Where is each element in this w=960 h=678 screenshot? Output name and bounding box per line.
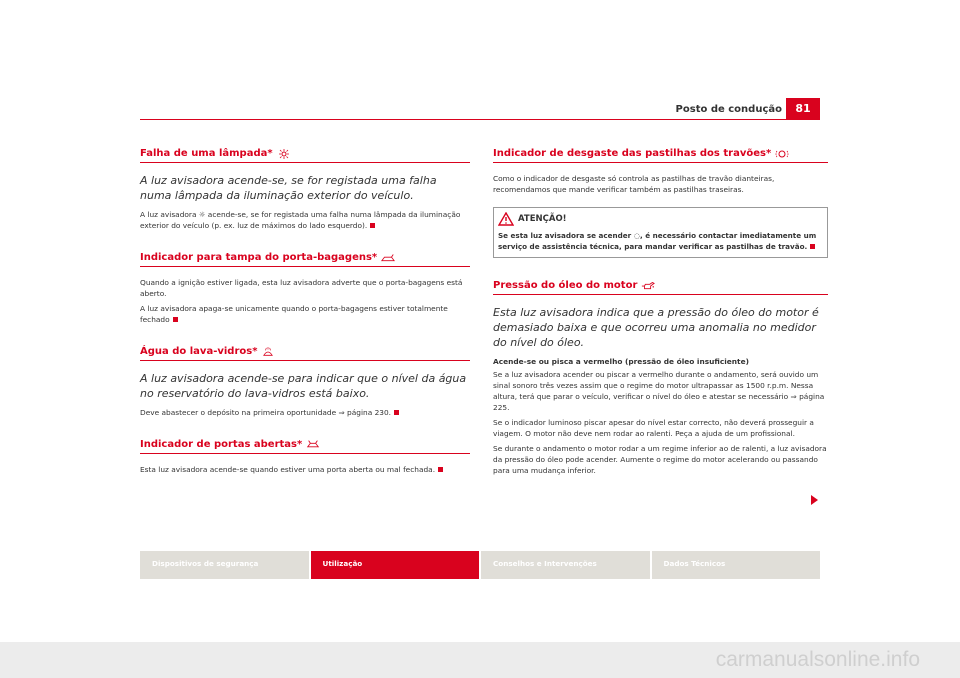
end-mark bbox=[810, 244, 815, 249]
page-number: 81 bbox=[786, 98, 820, 119]
warning-title: ATENÇÃO! bbox=[518, 214, 567, 224]
tab-tips[interactable]: Conselhos e Intervenções bbox=[481, 551, 650, 579]
tab-technical-data[interactable]: Dados Técnicos bbox=[652, 551, 821, 579]
left-column bbox=[140, 148, 470, 479]
header-rule bbox=[140, 119, 820, 120]
next-page-arrow-icon[interactable] bbox=[811, 495, 818, 505]
warning-triangle-icon bbox=[498, 212, 514, 226]
watermark-bar bbox=[0, 642, 960, 678]
tab-usage[interactable]: Utilização bbox=[311, 551, 480, 579]
section-heading-trunk: Indicador para tampa do porta-bagagens* bbox=[140, 252, 470, 267]
paragraph: A luz avisadora apaga-se unicamente quando o porta-bagagens estiver totalmente fechado bbox=[140, 304, 448, 324]
section-heading-doors: Indicador de portas abertas* bbox=[140, 439, 470, 454]
watermark-text: carmanualsonline.info bbox=[715, 648, 920, 671]
end-mark bbox=[438, 467, 443, 472]
oil-pressure-icon bbox=[641, 281, 655, 291]
warning-box bbox=[493, 207, 828, 258]
end-mark bbox=[370, 223, 375, 228]
subheading: Acende-se ou pisca a vermelho (pressão de óleo insuficiente) bbox=[493, 357, 749, 366]
warning-header bbox=[498, 212, 821, 226]
paragraph: Se o indicador luminoso piscar apesar do nível estar correcto, não deverá prosseguir a viagem. O motor não deve nem rodar ao ralenti. Peça a ajuda de um profissional. bbox=[493, 418, 814, 438]
section-heading-washer: Água do lava-vidros* bbox=[140, 346, 470, 361]
section-heading-brake-pads: Indicador de desgaste das pastilhas dos travões* bbox=[493, 148, 828, 163]
paragraph: A luz avisadora ☼ acende-se, se for registada uma falha numa lâmpada da iluminação exterior do veículo (p. ex. luz de máximos do lado esquerdo). bbox=[140, 210, 461, 230]
trunk-open-icon bbox=[381, 253, 395, 263]
section-heading-oil-pressure: Pressão do óleo do motor bbox=[493, 280, 828, 295]
right-column bbox=[493, 148, 828, 480]
door-open-icon bbox=[306, 440, 320, 450]
washer-fluid-icon bbox=[261, 347, 275, 357]
lead-washer: A luz avisadora acende-se para indicar que o nível da água no reservatório do lava-vidros está baixo. bbox=[140, 372, 467, 400]
page-header-title: Posto de condução bbox=[675, 104, 782, 115]
paragraph: Esta luz avisadora acende-se quando estiver uma porta aberta ou mal fechada. bbox=[140, 464, 470, 475]
end-mark bbox=[173, 317, 178, 322]
paragraph: Como o indicador de desgaste só controla as pastilhas de travão dianteiras, recomendamos que mande verificar também as pastilhas traseiras. bbox=[493, 174, 775, 194]
bulb-failure-icon bbox=[277, 149, 291, 159]
warning-text: Se esta luz avisadora se acender ◌, é necessário contactar imediatamente um serviço de assistência técnica, para mandar verificar as pastilhas de travão. bbox=[498, 231, 817, 251]
paragraph: Quando a ignição estiver ligada, esta luz avisadora adverte que o porta-bagagens está aberto. bbox=[140, 278, 463, 298]
paragraph: Se durante o andamento o motor rodar a um regime inferior ao de ralenti, a luz avisadora da pressão do óleo pode acender. Aumente o regime do motor acelerando ou passando para uma mudança inferior. bbox=[493, 444, 827, 475]
footer-nav bbox=[140, 551, 820, 579]
end-mark bbox=[394, 410, 399, 415]
brake-pad-icon bbox=[775, 149, 789, 159]
tab-safety[interactable]: Dispositivos de segurança bbox=[140, 551, 309, 579]
paragraph: Deve abastecer o depósito na primeira oportunidade ⇒ página 230. bbox=[140, 407, 470, 418]
section-heading-bulb-failure: Falha de uma lâmpada* bbox=[140, 148, 470, 163]
lead-bulb-failure: A luz avisadora acende-se, se for registada uma falha numa lâmpada da iluminação exterior do veículo. bbox=[140, 174, 437, 202]
lead-oil-pressure: Esta luz avisadora indica que a pressão do óleo do motor é demasiado baixa e que ocorreu uma anomalia no medidor do nível do óleo. bbox=[493, 306, 819, 349]
paragraph: Se a luz avisadora acender ou piscar a vermelho durante o andamento, será ouvido um sinal sonoro três vezes assim que o regime do motor ultrapassar as 1500 r.p.m. Nessa altura, terá que parar o veículo, verificar o nível do óleo e atestar se necessário ⇒ página 225. bbox=[493, 370, 825, 412]
